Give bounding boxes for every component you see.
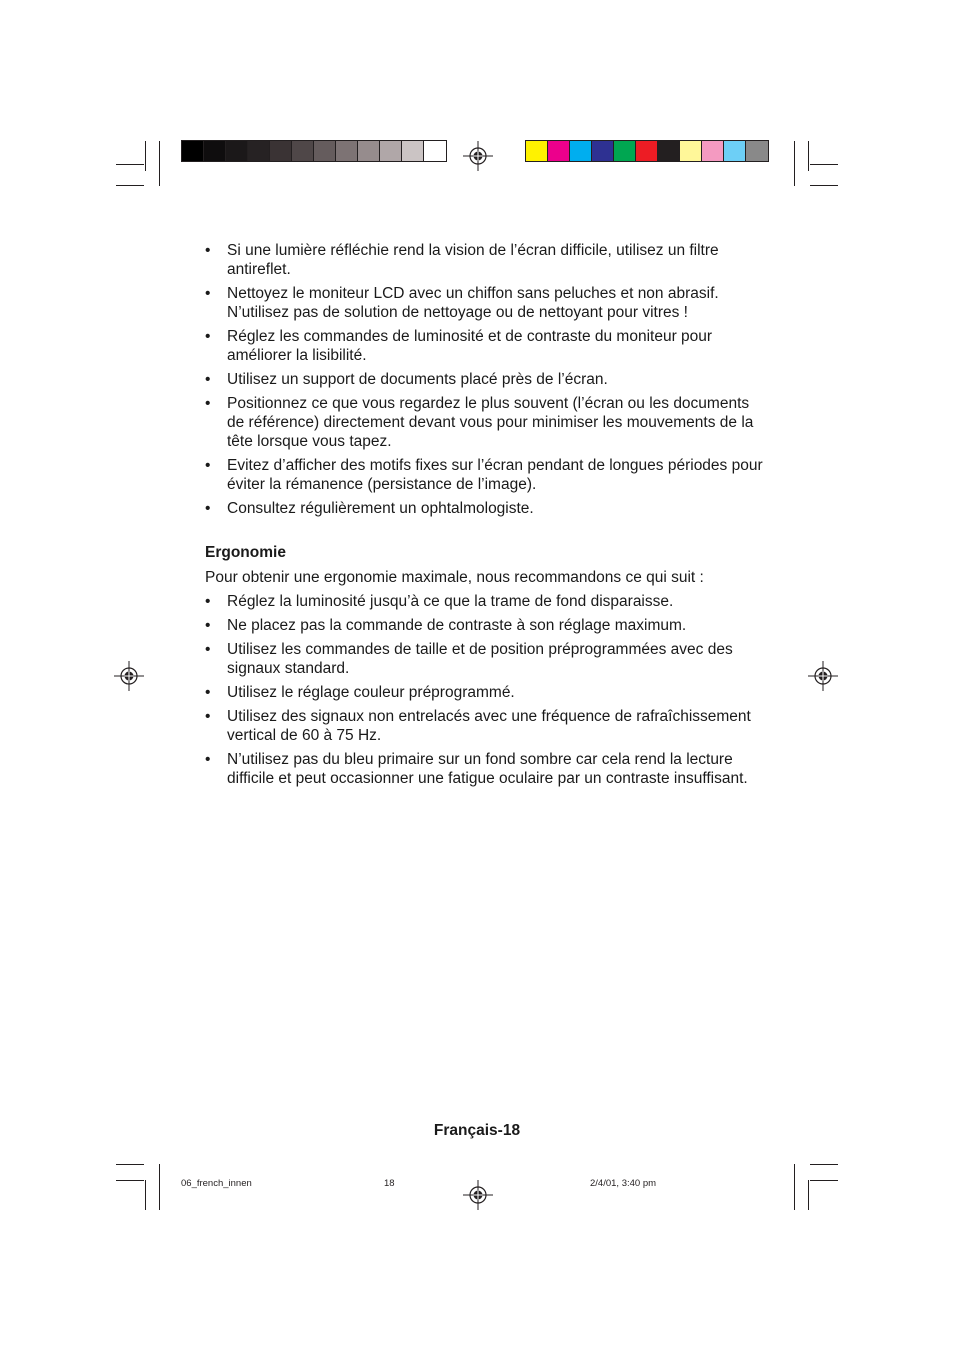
crop-mark: [145, 141, 146, 171]
color-swatch: [592, 141, 614, 161]
crop-mark: [116, 1180, 144, 1181]
list-item: [205, 707, 765, 745]
color-swatch: [402, 141, 424, 161]
list-item: [205, 456, 765, 494]
list-item: [205, 616, 765, 635]
list-item: [205, 284, 765, 322]
slug-filename: 06_french_innen: [181, 1178, 252, 1189]
list-item-text: Utilisez les commandes de taille et de position préprogrammées avec des signaux standard.: [227, 640, 733, 677]
list-item-text: Utilisez un support de documents placé près de l’écran.: [227, 371, 608, 388]
grayscale-color-bar: [181, 140, 447, 162]
ergonomie-list: [205, 592, 765, 788]
list-item-text: N’utilisez pas du bleu primaire sur un fond sombre car cela rend la lecture difficile et peut occasionner une fatigue oculaire par un contraste insuffisant.: [227, 750, 748, 787]
color-swatch: [226, 141, 248, 161]
color-swatch: [314, 141, 336, 161]
crop-mark: [116, 164, 144, 165]
bullet-icon: •: [205, 328, 211, 345]
crop-mark: [159, 1164, 160, 1210]
list-item: [205, 241, 765, 279]
slug-page: 18: [384, 1178, 395, 1189]
crop-mark: [810, 164, 838, 165]
list-item: [205, 499, 765, 518]
color-swatch: [680, 141, 702, 161]
list-item: [205, 327, 765, 365]
crop-mark: [808, 141, 809, 171]
color-swatch: [570, 141, 592, 161]
bullet-icon: •: [205, 707, 211, 725]
crop-mark: [116, 185, 144, 186]
registration-mark-icon: [463, 1180, 493, 1210]
registration-mark-icon: [114, 661, 144, 691]
list-item-text: Si une lumière réfléchie rend la vision de l’écran difficile, utilisez un filtre antireflet.: [227, 242, 719, 279]
slug-date: 2/4/01, 3:40 pm: [590, 1178, 657, 1189]
color-swatch: [358, 141, 380, 161]
list-item-text: Positionnez ce que vous regardez le plus souvent (l’écran ou les documents de référence) directement devant vous pour minimiser les mouvements de la tête lorsque vous tapez.: [227, 394, 754, 451]
color-swatch: [336, 141, 358, 161]
crop-mark: [116, 1164, 144, 1165]
color-swatch: [248, 141, 270, 161]
crop-mark: [145, 1180, 146, 1210]
color-swatch: [182, 141, 204, 161]
bullet-icon: •: [205, 683, 211, 701]
bullet-icon: •: [205, 640, 211, 658]
crop-mark: [794, 1164, 795, 1210]
section-heading: Ergonomie: [205, 543, 286, 561]
crop-mark: [810, 1180, 838, 1181]
bullet-icon: •: [205, 394, 211, 412]
registration-mark-icon: [463, 141, 493, 171]
page-number: Français-18: [433, 1122, 521, 1139]
crop-mark: [808, 1180, 809, 1210]
list-item: [205, 394, 765, 452]
crop-mark: [159, 141, 160, 186]
color-swatch: [636, 141, 658, 161]
color-swatch: [658, 141, 680, 161]
process-color-bar: [525, 140, 769, 162]
list-item-text: Réglez les commandes de luminosité et de contraste du moniteur pour améliorer la lisibilité.: [227, 328, 713, 365]
crop-mark: [794, 141, 795, 186]
list-item-text: Utilisez des signaux non entrelacés avec une fréquence de rafraîchissement vertical de 60 à 75 Hz.: [227, 707, 751, 744]
bullet-icon: •: [205, 285, 211, 302]
list-item-text: Utilisez le réglage couleur préprogrammé.: [227, 683, 515, 701]
list-item: [205, 592, 765, 611]
list-item: [205, 683, 765, 702]
list-item-text: Consultez régulièrement un ophtalmologiste.: [227, 500, 534, 517]
color-swatch: [424, 141, 446, 161]
page-content: [205, 241, 765, 793]
list-item-text: Evitez d’afficher des motifs fixes sur l’écran pendant de longues périodes pour éviter la rémanence (persistance de l’image).: [227, 457, 763, 494]
color-swatch: [614, 141, 636, 161]
color-swatch: [380, 141, 402, 161]
bullet-icon: •: [205, 617, 211, 634]
list-item-text: Ne placez pas la commande de contraste à son réglage maximum.: [227, 617, 687, 634]
bullet-icon: •: [205, 242, 211, 259]
registration-mark-icon: [808, 661, 838, 691]
bullet-icon: •: [205, 371, 211, 388]
list-item: [205, 750, 765, 788]
color-swatch: [548, 141, 570, 161]
crop-mark: [810, 185, 838, 186]
color-swatch: [724, 141, 746, 161]
crop-mark: [810, 1164, 838, 1165]
bullet-icon: •: [205, 457, 211, 474]
color-swatch: [702, 141, 724, 161]
color-swatch: [292, 141, 314, 161]
list-item-text: Réglez la luminosité jusqu’à ce que la trame de fond disparaisse.: [227, 593, 674, 611]
bullet-icon: •: [205, 750, 211, 768]
section-intro: Pour obtenir une ergonomie maximale, nous recommandons ce qui suit :: [205, 569, 704, 586]
color-swatch: [270, 141, 292, 161]
color-swatch: [204, 141, 226, 161]
bullet-icon: •: [205, 500, 211, 517]
color-swatch: [746, 141, 768, 161]
bullet-icon: •: [205, 593, 211, 611]
list-item-text: Nettoyez le moniteur LCD avec un chiffon sans peluches et non abrasif. N’utilisez pas de solution de nettoyage ou de nettoyant pour vitres !: [227, 285, 719, 322]
list-item: [205, 640, 765, 678]
list-item: [205, 370, 765, 389]
color-swatch: [526, 141, 548, 161]
tips-list: [205, 241, 765, 518]
